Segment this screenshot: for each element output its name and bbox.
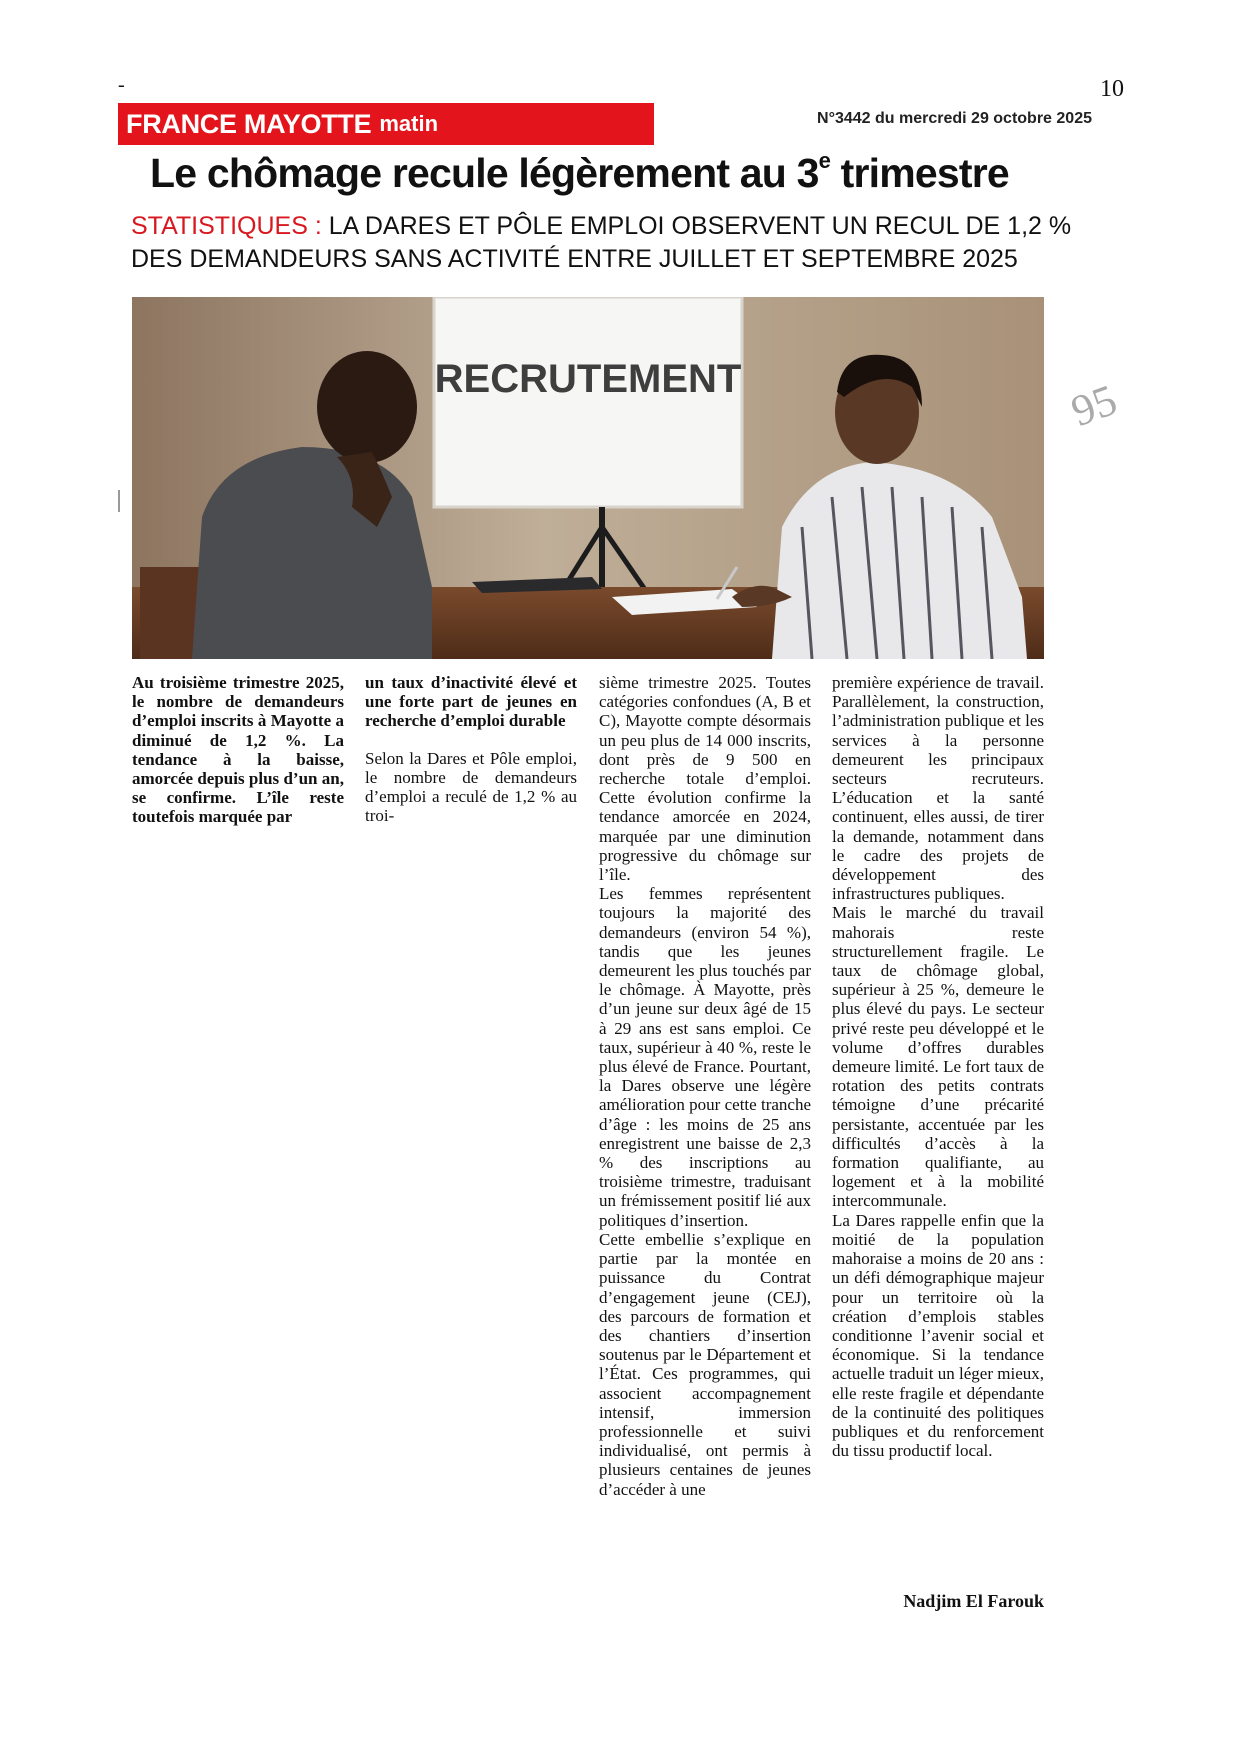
article-photo	[132, 297, 1044, 659]
page-dash: -	[118, 74, 125, 96]
subhead	[131, 210, 1091, 276]
chair	[140, 567, 200, 659]
article-col-1	[132, 673, 344, 827]
body-paragraph: Les femmes représentent toujours la majorité des demandeurs (environ 54 %), tandis que les jeunes demeurent les plus touchés par le chômage. À Mayotte, près d’un jeune sur deux âgé de 15 à 29 ans est sans emploi. Ce taux, supérieur à 40 %, reste le plus élevé de France. Pourtant, la Dares observe une légère amélioration pour cette tranche d’âge : les moins de 25 ans enregistrent une baisse de 2,3 % des inscriptions au troisième trimestre, traduisant un frémissement positif lié aux politiques d’insertion.	[599, 884, 811, 1230]
headline-end: trimestre	[830, 150, 1009, 196]
masthead-brand: FRANCE MAYOTTE	[126, 108, 372, 139]
issue-info: N°3442 du mercredi 29 octobre 2025	[817, 110, 1092, 127]
headline-sup: e	[818, 148, 831, 174]
masthead	[118, 103, 654, 145]
body-paragraph: Cette embellie s’explique en partie par la montée en puissance du Contrat d’engagement jeune (CEJ), des parcours de formation et des chantiers d’insertion soutenus par le Département et l’État. Ces programmes, qui associent accompagnement intensif, immersion professionnelle et suivi individualisé, ont permis à plusieurs centaines de jeunes d’accéder à une	[599, 1229, 811, 1499]
subhead-text: LA DARES ET PÔLE EMPLOI OBSERVENT UN RECUL DE 1,2 % DES DEMANDEURS SANS ACTIVITÉ ENTRE JUILLET ET SEPTEMBRE 2025	[131, 212, 1072, 273]
photo-illustration	[132, 297, 1044, 659]
body-paragraph: La Dares rappelle enfin que la moitié de la population mahoraise a moins de 20 ans : un défi démographique majeur pour un territoire où la création d’emplois stables conditionne l’avenir social et économique. Si la tendance actuelle traduit un léger mieux, elle reste fragile et dépendante de la continuité des politiques publiques et du renforcement du tissu productif local.	[832, 1210, 1044, 1461]
article-col-2	[365, 673, 577, 825]
subhead-kicker: STATISTIQUES :	[131, 212, 322, 240]
margin-tick	[118, 490, 120, 512]
body-paragraph: sième trimestre 2025. Toutes catégories confondues (A, B et C), Mayotte compte désormais un peu plus de 14 000 inscrits, dont près de 9 500 en recherche totale d’emploi. Cette évolution confirme la tendance amorcée en 2024, marquée par une diminution progressive du chômage sur l’île.	[599, 673, 811, 885]
article-col-4	[832, 673, 1044, 1460]
board	[434, 297, 742, 507]
man-body	[192, 447, 432, 659]
man-head	[317, 351, 417, 463]
body-paragraph: Mais le marché du travail mahorais reste structurellement fragile. Le taux de chômage global, supérieur à 25 %, demeure le plus élevé du pays. Le secteur privé reste peu développé et le volume d’offres durables demeure limité. Le fort taux de rotation des petits contrats témoigne d’une précarité persistante, accentuée par les difficultés d’accès à la formation qualifiante, au logement et à la mobilité intercommunale.	[832, 903, 1044, 1211]
margin-mark: 95	[1064, 374, 1124, 437]
body-paragraph: première expérience de travail. Parallèlement, la construction, l’administration publique et les services à la personne demeurent les principaux secteurs recruteurs. L’éducation et la santé continuent, elles aussi, de tirer la demande, notamment dans le cadre des projets de développement des infrastructures publiques.	[832, 673, 1044, 904]
headline-main: Le chômage recule légèrement au 3	[150, 150, 819, 196]
intro-paragraph: Au troisième trimestre 2025, le nombre de demandeurs d’emploi inscrits à Mayotte a diminué de 1,2 %. La tendance à la baisse, amorcée depuis plus d’un an, se confirme. L’île reste toutefois marquée par	[132, 673, 344, 827]
article-col-3	[599, 673, 811, 1499]
headline	[150, 150, 1050, 197]
masthead-sub: matin	[379, 111, 439, 136]
page-number: 10	[1100, 76, 1124, 102]
body-paragraph: Selon la Dares et Pôle emploi, le nombre de demandeurs d’emploi a reculé de 1,2 % au troi-	[365, 748, 577, 826]
board-text: RECRUTEMENT	[434, 357, 742, 401]
intro-paragraph-end: un taux d’inactivité élevé et une forte part de jeunes en recherche d’emploi durable	[365, 673, 577, 731]
byline: Nadjim El Farouk	[903, 1591, 1044, 1611]
